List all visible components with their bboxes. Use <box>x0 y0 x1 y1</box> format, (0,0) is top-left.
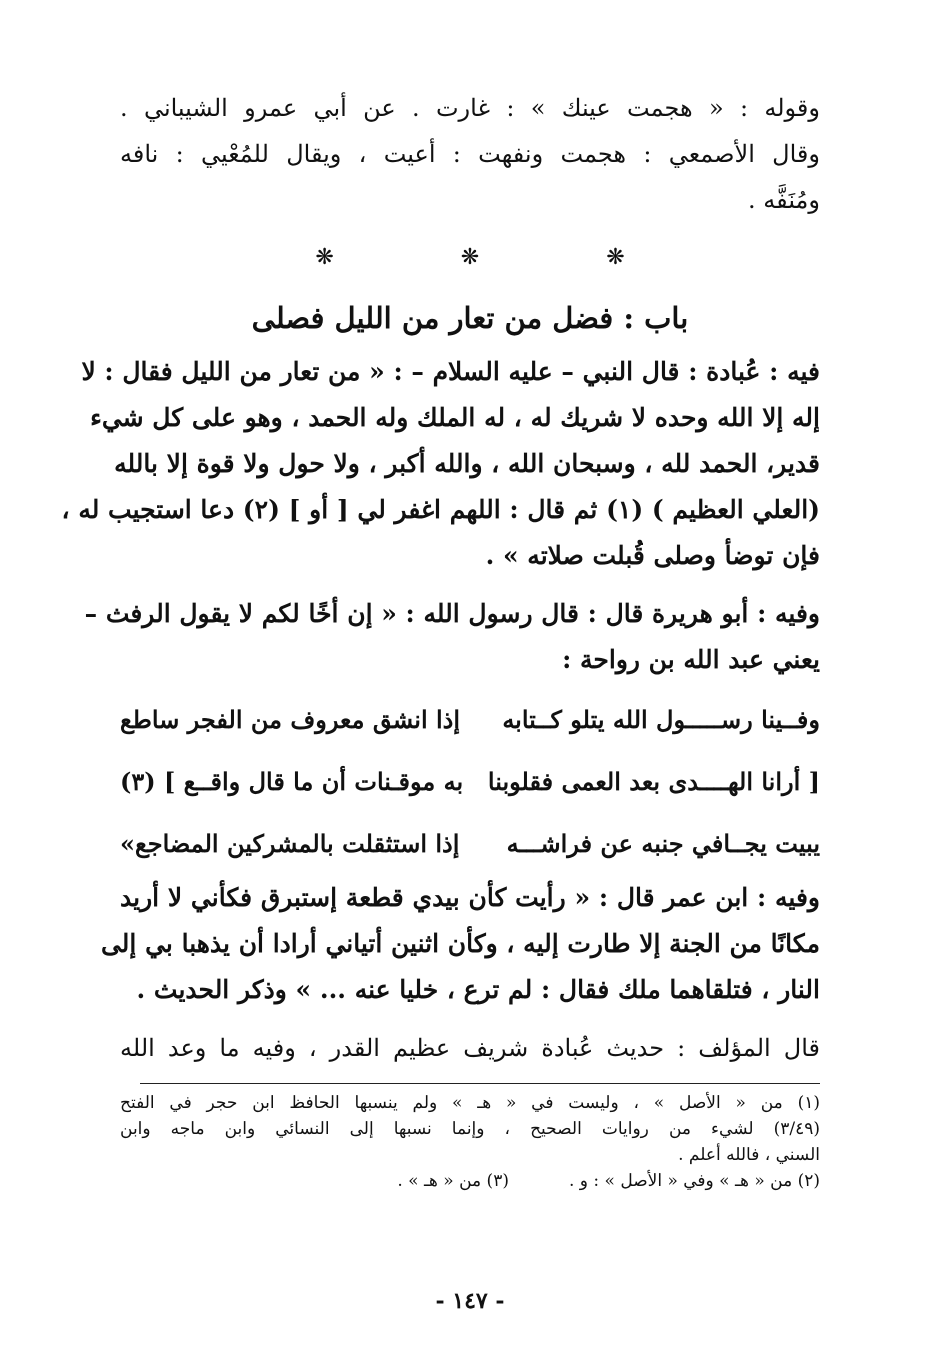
hadith-ubada <box>61 349 820 579</box>
footnote-divider <box>140 1083 820 1084</box>
chapter-heading: باب : فضل من تعار من الليل فصلى <box>251 301 689 335</box>
intro-line-2: وقال الأصمعي : هجمت ونفهت : أعيت ، ويقال للمُعْيي : نافه <box>120 140 820 168</box>
hadith-abu-hurayra <box>84 591 820 683</box>
hadith-ibn-umar <box>100 875 820 1013</box>
verse-3-second-hemistich: إذا استثقلت بالمشركين المضاجع» <box>120 829 460 858</box>
footnote-1-line-2: (٣/٤٩) لشيء من روايات الصحيح ، وإنما نسبها إلى النسائي وابن ماجه وابن <box>120 1119 820 1139</box>
intro-line-1: وقوله : « هجمت عينك » : غارت . عن أبي عمرو الشيباني . <box>120 94 820 122</box>
hadith2-line-1: وفيه : أبو هريرة قال : قال رسول الله : « إن أخًا لكم لا يقول الرفث – <box>84 599 820 628</box>
verse-3-first-hemistich: يبيت يجــافي جنبه عن فراشـــه <box>506 829 820 858</box>
hadith1-line-4: (العلي العظيم ) (١) ثم قال : اللهم اغفر لي [ أو ] (٢) دعا استجيب له ، <box>61 495 820 524</box>
footnote-1-line-3: السني ، فالله أعلم . <box>678 1145 820 1165</box>
page-number: - ١٤٧ - <box>435 1288 505 1314</box>
hadith3-line-1: وفيه : ابن عمر قال : « رأيت كأن بيدي قطعة إستبرق فكأني لا أريد <box>120 883 820 912</box>
verse-3 <box>120 813 820 875</box>
verse-2 <box>120 751 820 813</box>
verse-1 <box>120 689 820 751</box>
hadith1-line-1: فيه : عُبادة : قال النبي – عليه السلام – : « من تعار من الليل فقال : لا <box>81 357 820 386</box>
footnote-3: (٣) من « هـ » . <box>397 1171 509 1191</box>
hadith1-line-3: قدير، الحمد لله ، وسبحان الله ، والله أكبر ، ولا حول ولا قوة إلا بالله <box>114 449 820 478</box>
footnote-2: (٢) من « هـ » وفي « الأصل » : و . <box>568 1171 820 1191</box>
footnote-row <box>120 1168 820 1194</box>
hadith1-line-5: فإن توضأ وصلى قُبلت صلاته » . <box>485 541 820 570</box>
hadith3-line-3: النار ، فتلقاهما ملك فقال : لم ترع ، خليا عنه ... » وذكر الحديث . <box>136 975 820 1004</box>
verse-1-first-hemistich: وفــينا رســـــول الله يتلو كــتابه <box>502 705 820 734</box>
footnotes <box>120 1090 820 1194</box>
hadith1-line-2: إله إلا الله وحده لا شريك له ، له الملك وله الحمد ، وهو على كل شيء <box>90 403 820 432</box>
author-commentary: قال المؤلف : حديث عُبادة شريف عظيم القدر ، وفيه ما وعد الله <box>120 1034 820 1062</box>
verse-2-first-hemistich: [ أرانا الهــــدى بعد العمى فقلوبنا <box>487 767 820 796</box>
poem-verses <box>120 689 820 875</box>
hadith3-line-2: مكانًا من الجنة إلا طارت إليه ، وكأن اثنين أتياني أرادا أن يذهبا بي إلى <box>100 929 820 958</box>
intro-paragraph <box>120 85 820 223</box>
hadith2-line-2: يعني عبد الله بن رواحة : <box>562 645 820 674</box>
section-separator: ❋ ❋ ❋ <box>315 245 685 270</box>
footnote-1-line-1: (١) من « الأصل » ، وليست في « هـ » ولم ينسبها الحافظ ابن حجر في الفتح <box>120 1093 820 1113</box>
intro-line-3: ومُنَفَّه . <box>748 186 820 214</box>
verse-1-second-hemistich: إذا انشق معروف من الفجر ساطع <box>120 705 460 734</box>
verse-2-second-hemistich: به موقـنات أن ما قال واقــع ] (٣) <box>120 767 464 796</box>
book-page <box>61 85 820 1194</box>
